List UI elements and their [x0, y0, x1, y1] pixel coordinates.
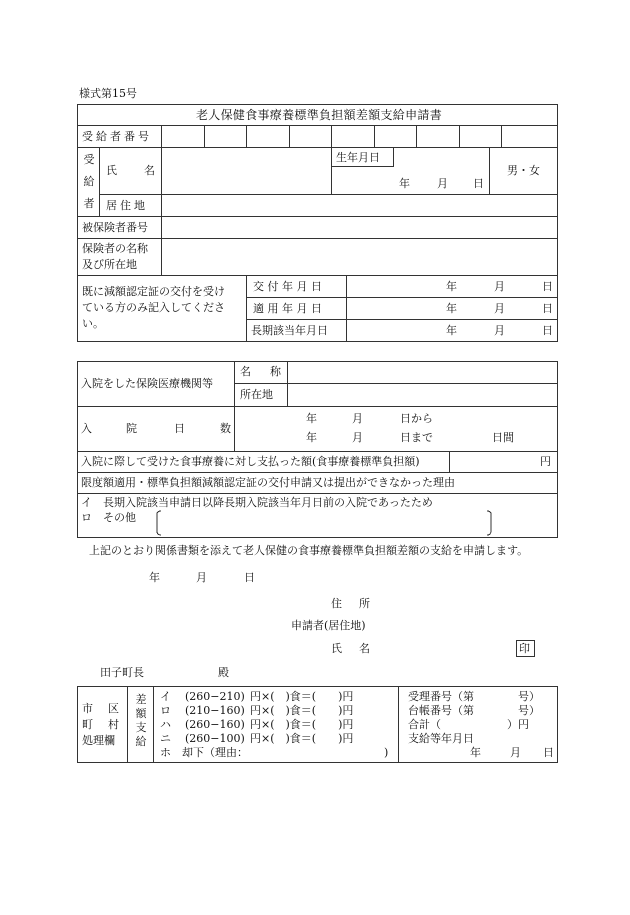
- calc-row-ni-range: (260−100): [185, 732, 245, 745]
- birthdate-day-unit: 日: [473, 177, 484, 190]
- form-title: 老人保健食事療養標準負担額差額支給申請書: [196, 108, 443, 122]
- declaration-text: 上記のとおり関係書類を添えて老人保健の食事療養標準負担額差額の支給を申請します。: [89, 544, 529, 557]
- application-month-unit: 月: [196, 571, 207, 584]
- paid-amount-yen: 円: [540, 455, 551, 468]
- apply-day-unit: 日: [542, 302, 553, 315]
- reason-option-ro[interactable]: ロ その他: [81, 511, 136, 524]
- recipient-group-char-1: 受: [83, 153, 95, 166]
- cert-note-line1: 既に減額認定証の交付を受け: [82, 285, 225, 298]
- cert-note-line3: い。: [82, 317, 104, 330]
- insurer-label-line1: 保険者の名称: [82, 242, 148, 255]
- insured-number-field[interactable]: [162, 217, 557, 238]
- issue-day-unit: 日: [542, 280, 553, 293]
- issue-month-unit: 月: [494, 280, 505, 293]
- days-label-3: 日: [174, 422, 185, 435]
- from-year-unit: 年: [306, 412, 317, 425]
- payment-date-label: 支給等年月日: [408, 732, 474, 745]
- birthdate-month-unit: 月: [437, 177, 448, 190]
- hospital-name-label: 名 称: [240, 365, 285, 378]
- to-month-unit: 月: [352, 431, 363, 444]
- issue-date-label: 交 付 年 月 日: [253, 280, 322, 293]
- calc-row-ha-rest[interactable]: 円×( )食＝( )円: [250, 718, 354, 731]
- to-year-unit: 年: [306, 431, 317, 444]
- seal-mark: 印: [519, 642, 530, 655]
- diff-payment-label: [133, 694, 149, 750]
- calc-row-ni-mark: ニ: [160, 732, 171, 745]
- office-label-line2: 町 村: [82, 718, 121, 731]
- apply-month-unit: 月: [494, 302, 505, 315]
- hospital-label: 入院をした保険医療機関等: [81, 377, 213, 390]
- birthdate-field[interactable]: [332, 167, 489, 194]
- calc-row-ro-rest[interactable]: 円×( )食＝( )円: [250, 704, 354, 717]
- application-day-unit: 日: [244, 571, 255, 584]
- from-suffix: 日から: [400, 412, 433, 425]
- reason-label: 限度額適用・標準負担額減額認定証の交付申請又は提出ができなかった理由: [81, 476, 455, 489]
- apply-year-unit: 年: [446, 302, 457, 315]
- recipient-number-field[interactable]: [162, 126, 557, 147]
- office-label-line3: 処理欄: [82, 734, 115, 747]
- to-suffix: 日まで: [400, 431, 433, 444]
- birthdate-label: 生年月日: [336, 151, 380, 164]
- hospital-location-field[interactable]: [288, 384, 557, 406]
- address-field[interactable]: [162, 195, 557, 216]
- diff-char-1: 差: [135, 693, 147, 706]
- days-label-4: 数: [220, 422, 231, 435]
- diff-char-2: 額: [135, 707, 147, 720]
- hospital-name-field[interactable]: [288, 362, 557, 383]
- calc-row-ro-range: (210−160): [185, 704, 245, 717]
- apply-date-label: 適 用 年 月 日: [253, 302, 322, 315]
- recipient-group-char-2: 給: [83, 175, 95, 188]
- recipient-group-char-3: 者: [83, 197, 95, 210]
- long-term-month-unit: 月: [494, 324, 505, 337]
- from-month-unit: 月: [352, 412, 363, 425]
- office-label-line1: 市 区: [82, 702, 121, 715]
- calc-row-ni-rest[interactable]: 円×( )食＝( )円: [250, 732, 354, 745]
- total-days-suffix: 日間: [492, 431, 514, 444]
- long-term-year-unit: 年: [446, 324, 457, 337]
- receipt-number[interactable]: 受理番号（第 号）: [408, 690, 540, 703]
- diff-char-4: 給: [135, 735, 147, 748]
- insurer-label-line2: 及び所在地: [82, 258, 137, 271]
- payment-day-unit: 日: [543, 746, 554, 759]
- recipient-group-label: [81, 154, 97, 220]
- payment-year-unit: 年: [470, 746, 481, 759]
- payment-month-unit: 月: [510, 746, 521, 759]
- long-term-date-label: 長期該当年月日: [251, 324, 328, 337]
- recipient-number-label: 受給者番号: [82, 130, 152, 143]
- admission-period-field[interactable]: [235, 407, 557, 451]
- paid-amount-label: 入院に際して受けた食事療養に対し支払った額(食事療養標準負担額): [81, 455, 420, 468]
- insured-number-label: 被保険者番号: [82, 221, 148, 234]
- reject-close: ): [384, 746, 389, 759]
- calc-row-i-range: (260−210): [185, 690, 245, 703]
- calc-row-ro-mark: ロ: [160, 704, 171, 717]
- reason-other-field[interactable]: [160, 512, 487, 534]
- sex-selector[interactable]: 男・女: [507, 164, 540, 177]
- address-label: 居住地: [106, 199, 148, 212]
- payment-total[interactable]: 合計（ ）円: [408, 718, 529, 731]
- diff-char-3: 支: [135, 721, 147, 734]
- applicant-label: 申請者(居住地): [291, 619, 366, 632]
- name-field[interactable]: [162, 148, 331, 194]
- calc-row-ha-range: (260−160): [185, 718, 245, 731]
- application-year-unit: 年: [149, 571, 160, 584]
- ledger-number[interactable]: 台帳番号（第 号）: [408, 704, 540, 717]
- reject-label[interactable]: ホ 却下（理由：: [160, 746, 248, 759]
- long-term-day-unit: 日: [542, 324, 553, 337]
- birthdate-year-unit: 年: [399, 177, 410, 190]
- form-number: 様式第15号: [79, 87, 137, 100]
- addressee: 田子町長: [100, 666, 144, 679]
- name-label: 氏 名: [106, 164, 163, 177]
- calc-row-i-mark: イ: [160, 690, 171, 703]
- issue-year-unit: 年: [446, 280, 457, 293]
- applicant-name-label: 氏 名: [331, 642, 373, 655]
- calc-row-ha-mark: ハ: [160, 718, 171, 731]
- hospital-location-label: 所在地: [240, 388, 273, 401]
- days-label-2: 院: [126, 422, 137, 435]
- cert-note-line2: ている方のみ記入してくださ: [82, 301, 225, 314]
- insurer-field[interactable]: [162, 239, 557, 275]
- days-label-1: 入: [81, 422, 92, 435]
- calc-row-i-rest[interactable]: 円×( )食＝( )円: [250, 690, 354, 703]
- applicant-address-label: 住 所: [331, 597, 373, 610]
- reason-option-i[interactable]: イ 長期入院該当申請日以降長期入院該当年月日前の入院であったため: [81, 496, 433, 509]
- honorific: 殿: [218, 666, 229, 679]
